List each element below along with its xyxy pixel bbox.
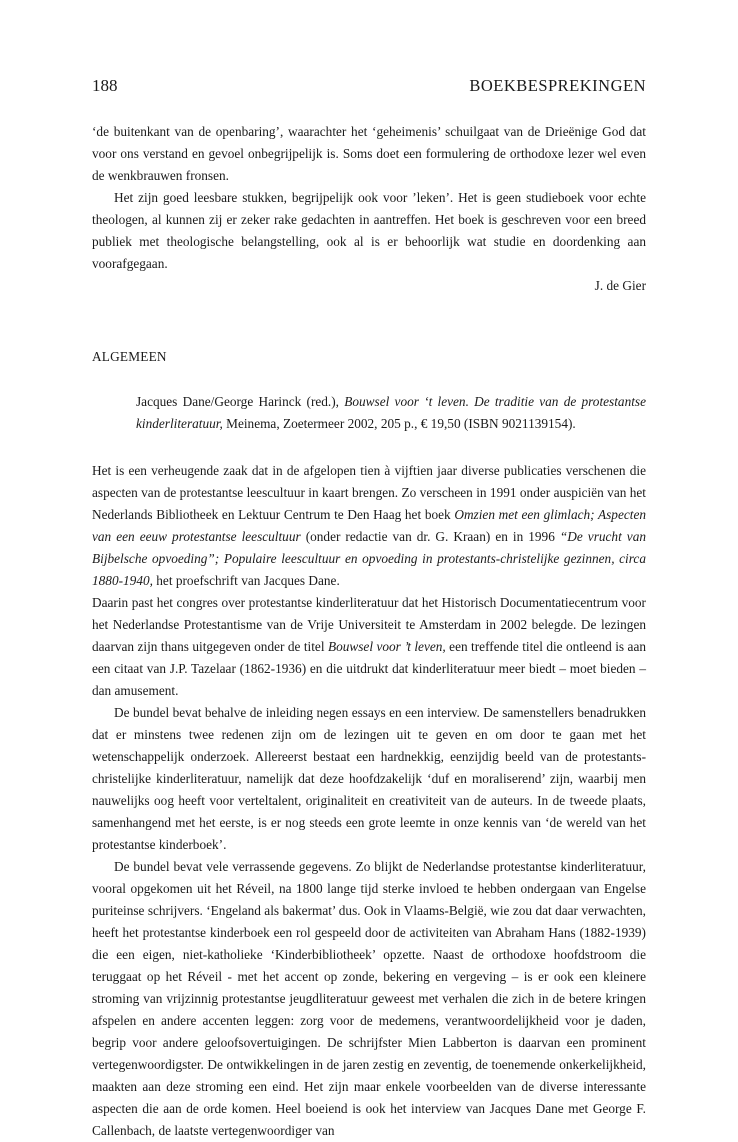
review-paragraph-3: De bundel bevat behalve de inleiding negen essays en een interview. De samenstellers benadrukken dat er minstens twee redenen zijn om de lezingen uit te geven en om door te gaan met het wetenschappelijk onderzoek. Allereerst bestaat een hardnekkig, eenzijdig beeld van de protestants-christelijke kinderliteratuur, namelijk dat deze hoofdzakelijk ‘duf en moraliserend’ zijn, waarbij men nauwelijks oog heeft voor verteltalent, originaliteit en creativiteit van de auteurs. In de tweede plaats, samenhangend met het eerste, is er nog steeds een grote leemte in onze kennis van ‘de wereld van het protestantse kinderboek’. (92, 705, 646, 852)
section-title: ALGEMEEN (92, 349, 167, 364)
review-paragraph-1: Het is een verheugende zaak dat in de afgelopen tien à vijftien jaar diverse publicaties verschenen die aspecten van de protestantse leescultuur in kaart brengen. Zo verscheen in 1991 onder auspiciën van het Nederlands Bibliotheek en Lektuur Centrum te Den Haag het boek Omzien met een glimlach; Aspecten van een eeuw protestantse leescultuur (onder redactie van dr. G. Kraan) en in 1996 “De vrucht van Bijbelsche opvoeding”; Populaire leescultuur en opvoeding in protestants-christelijke gezinnen, circa 1880-1940, het proefschrift van Jacques Dane. (92, 463, 647, 588)
book-citation (136, 391, 646, 435)
prev-review-paragraph-2: Het zijn goed leesbare stukken, begrijpelijk ook voor ’leken’. Het is geen studieboek voor echte theologen, al kunnen zij er zeker rake gedachten in aantreffen. Het boek is geschreven voor een breed publiek met theologische belangstelling, ook al is er behoorlijk wat studie en doordenking aan voorafgegaan. (92, 190, 646, 271)
prev-review-paragraph-1: ‘de buitenkant van de openbaring’, waarachter het ‘geheimenis’ schuilgaat van de Drieënige God dat voor ons verstand en gevoel onbegrijpelijk is. Soms doet een formulering de orthodoxe lezer wel even de wenkbrauwen fronsen. (92, 124, 646, 183)
review-paragraph-4: De bundel bevat vele verrassende gegevens. Zo blijkt de Nederlandse protestantse kinderliteratuur, vooral opgekomen uit het Réveil, na 1800 lange tijd sterke invloed te hebben ondergaan van Engelse puriteinse schrijvers. ‘Engeland als bakermat’ dus. Ook in Vlaams-België, wie zou dat daar verwachten, heeft het protestantse kinderboek een rol gespeeld door de activiteiten van Abraham Hans (1882-1939) die een eigen, niet-katholieke ‘Kinderbibliotheek’ opzette. Naast de orthodoxe hoofdstroom die teruggaat op het Réveil - met het accent op zonde, bekering en vergeving – is er ook een kleinere stroming van vrijzinnig protestantse jeugdliteratuur geweest met verhalen die zich in de betere kringen afspelen en andere accenten leggen: zorg voor de medemens, verantwoordelijkheid voor je daden, begrip voor andere geloofsovertuigingen. De schrijfster Mien Labberton is daarvan een prominent vertegenwoordigster. De ontwikkelingen in de jaren zestig en zeventig, de toenemende onkerkelijkheid, maakten aan deze stroming een eind. Het zijn maar enkele voorbeelden van de diverse interessante aspecten die aan de orde komen. Heel boeiend is ook het interview van Jacques Dane met George F. Callenbach, de laatste vertegenwoordiger van (92, 859, 646, 1138)
citation-title: Bouwsel voor ‘t leven. De traditie van de protestantse kinderliteratuur, (136, 394, 646, 431)
running-head: BOEKBESPREKINGEN (469, 76, 646, 95)
citation-authors: Jacques Dane/George Harinck (red.), (136, 394, 345, 409)
review-paragraph-2: Daarin past het congres over protestantse kinderliteratuur dat het Historisch Documentatiecentrum voor het Nederlandse Protestantisme van de Vrije Universiteit te Amsterdam in 2002 belegde. De lezingen daarvan zijn thans uitgegeven onder de titel Bouwsel voor ’t leven, een treffende titel die ontleend is aan een citaat van J.P. Tazelaar (1862-1936) en die uitdrukt dat kinderliteratuur meer biedt – moet bieden – dan amusement. (92, 595, 646, 698)
citation-details: Meinema, Zoetermeer 2002, 205 p., € 19,50 (ISBN 9021139154). (222, 416, 576, 431)
page-header (92, 76, 646, 98)
reviewer-signature: J. de Gier (594, 278, 646, 293)
page-number: 188 (92, 76, 118, 95)
page-content (92, 121, 646, 1142)
